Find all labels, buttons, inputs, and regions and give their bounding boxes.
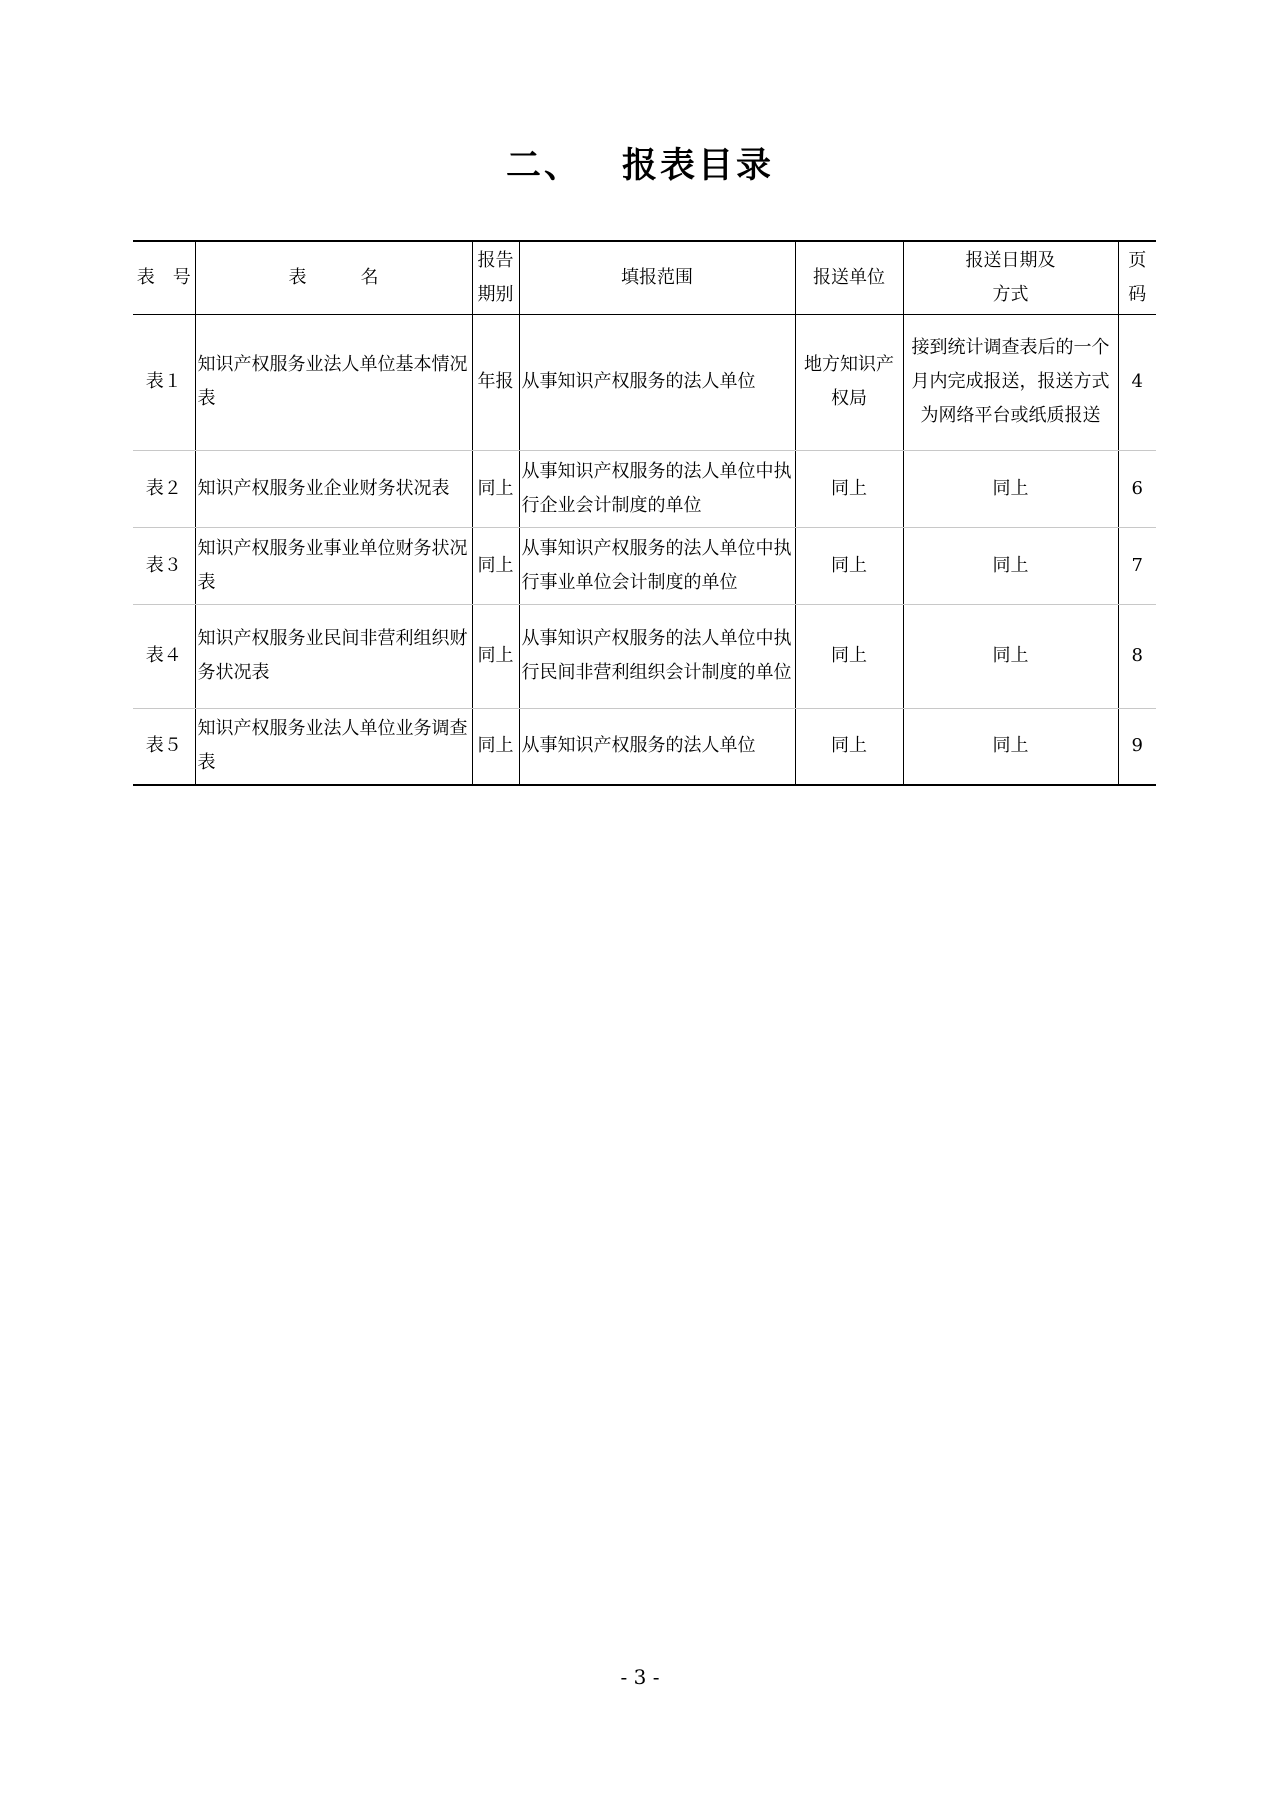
table-row xyxy=(133,450,1156,527)
report-catalog-table xyxy=(133,240,1156,786)
section-title-text: 报表目录 xyxy=(622,146,775,186)
row-scope: 从事知识产权服务的法人单位 xyxy=(519,314,795,450)
header-page: 页码 xyxy=(1118,241,1156,314)
row-code: 表５ xyxy=(133,708,195,785)
row-code: 表４ xyxy=(133,604,195,708)
row-date-method: 同上 xyxy=(903,604,1118,708)
row-code: 表１ xyxy=(133,314,195,450)
page-number: - 3 - xyxy=(620,1665,660,1689)
row-date-method: 同上 xyxy=(903,450,1118,527)
row-name: 知识产权服务业法人单位业务调查表 xyxy=(195,708,472,785)
row-name: 知识产权服务业事业单位财务状况表 xyxy=(195,527,472,604)
table-row xyxy=(133,604,1156,708)
header-name: 表 名 xyxy=(195,241,472,314)
row-period: 同上 xyxy=(472,527,519,604)
row-unit: 地方知识产权局 xyxy=(795,314,903,450)
row-unit: 同上 xyxy=(795,708,903,785)
row-scope: 从事知识产权服务的法人单位 xyxy=(519,708,795,785)
row-name: 知识产权服务业法人单位基本情况表 xyxy=(195,314,472,450)
row-page: 8 xyxy=(1118,604,1156,708)
row-code: 表３ xyxy=(133,527,195,604)
row-scope: 从事知识产权服务的法人单位中执行民间非营利组织会计制度的单位 xyxy=(519,604,795,708)
row-page: 9 xyxy=(1118,708,1156,785)
header-period: 报告期别 xyxy=(472,241,519,314)
row-scope: 从事知识产权服务的法人单位中执行企业会计制度的单位 xyxy=(519,450,795,527)
table-header-row xyxy=(133,241,1156,314)
row-page: 6 xyxy=(1118,450,1156,527)
row-date-method: 接到统计调查表后的一个月内完成报送，报送方式为网络平台或纸质报送 xyxy=(903,314,1118,450)
row-period: 同上 xyxy=(472,450,519,527)
row-page: 4 xyxy=(1118,314,1156,450)
row-scope: 从事知识产权服务的法人单位中执行事业单位会计制度的单位 xyxy=(519,527,795,604)
row-unit: 同上 xyxy=(795,450,903,527)
row-date-method: 同上 xyxy=(903,708,1118,785)
table-row xyxy=(133,314,1156,450)
table-row xyxy=(133,527,1156,604)
header-scope: 填报范围 xyxy=(519,241,795,314)
row-page: 7 xyxy=(1118,527,1156,604)
section-number: 二、 xyxy=(505,146,582,186)
row-period: 同上 xyxy=(472,604,519,708)
row-name: 知识产权服务业企业财务状况表 xyxy=(195,450,472,527)
row-period: 同上 xyxy=(472,708,519,785)
row-unit: 同上 xyxy=(795,604,903,708)
header-date-method: 报送日期及方式 xyxy=(903,241,1118,314)
header-unit: 报送单位 xyxy=(795,241,903,314)
table-row xyxy=(133,708,1156,785)
row-unit: 同上 xyxy=(795,527,903,604)
row-period: 年报 xyxy=(472,314,519,450)
page-title xyxy=(0,138,1280,188)
row-code: 表２ xyxy=(133,450,195,527)
header-code: 表 号 xyxy=(133,241,195,314)
row-date-method: 同上 xyxy=(903,527,1118,604)
row-name: 知识产权服务业民间非营利组织财务状况表 xyxy=(195,604,472,708)
